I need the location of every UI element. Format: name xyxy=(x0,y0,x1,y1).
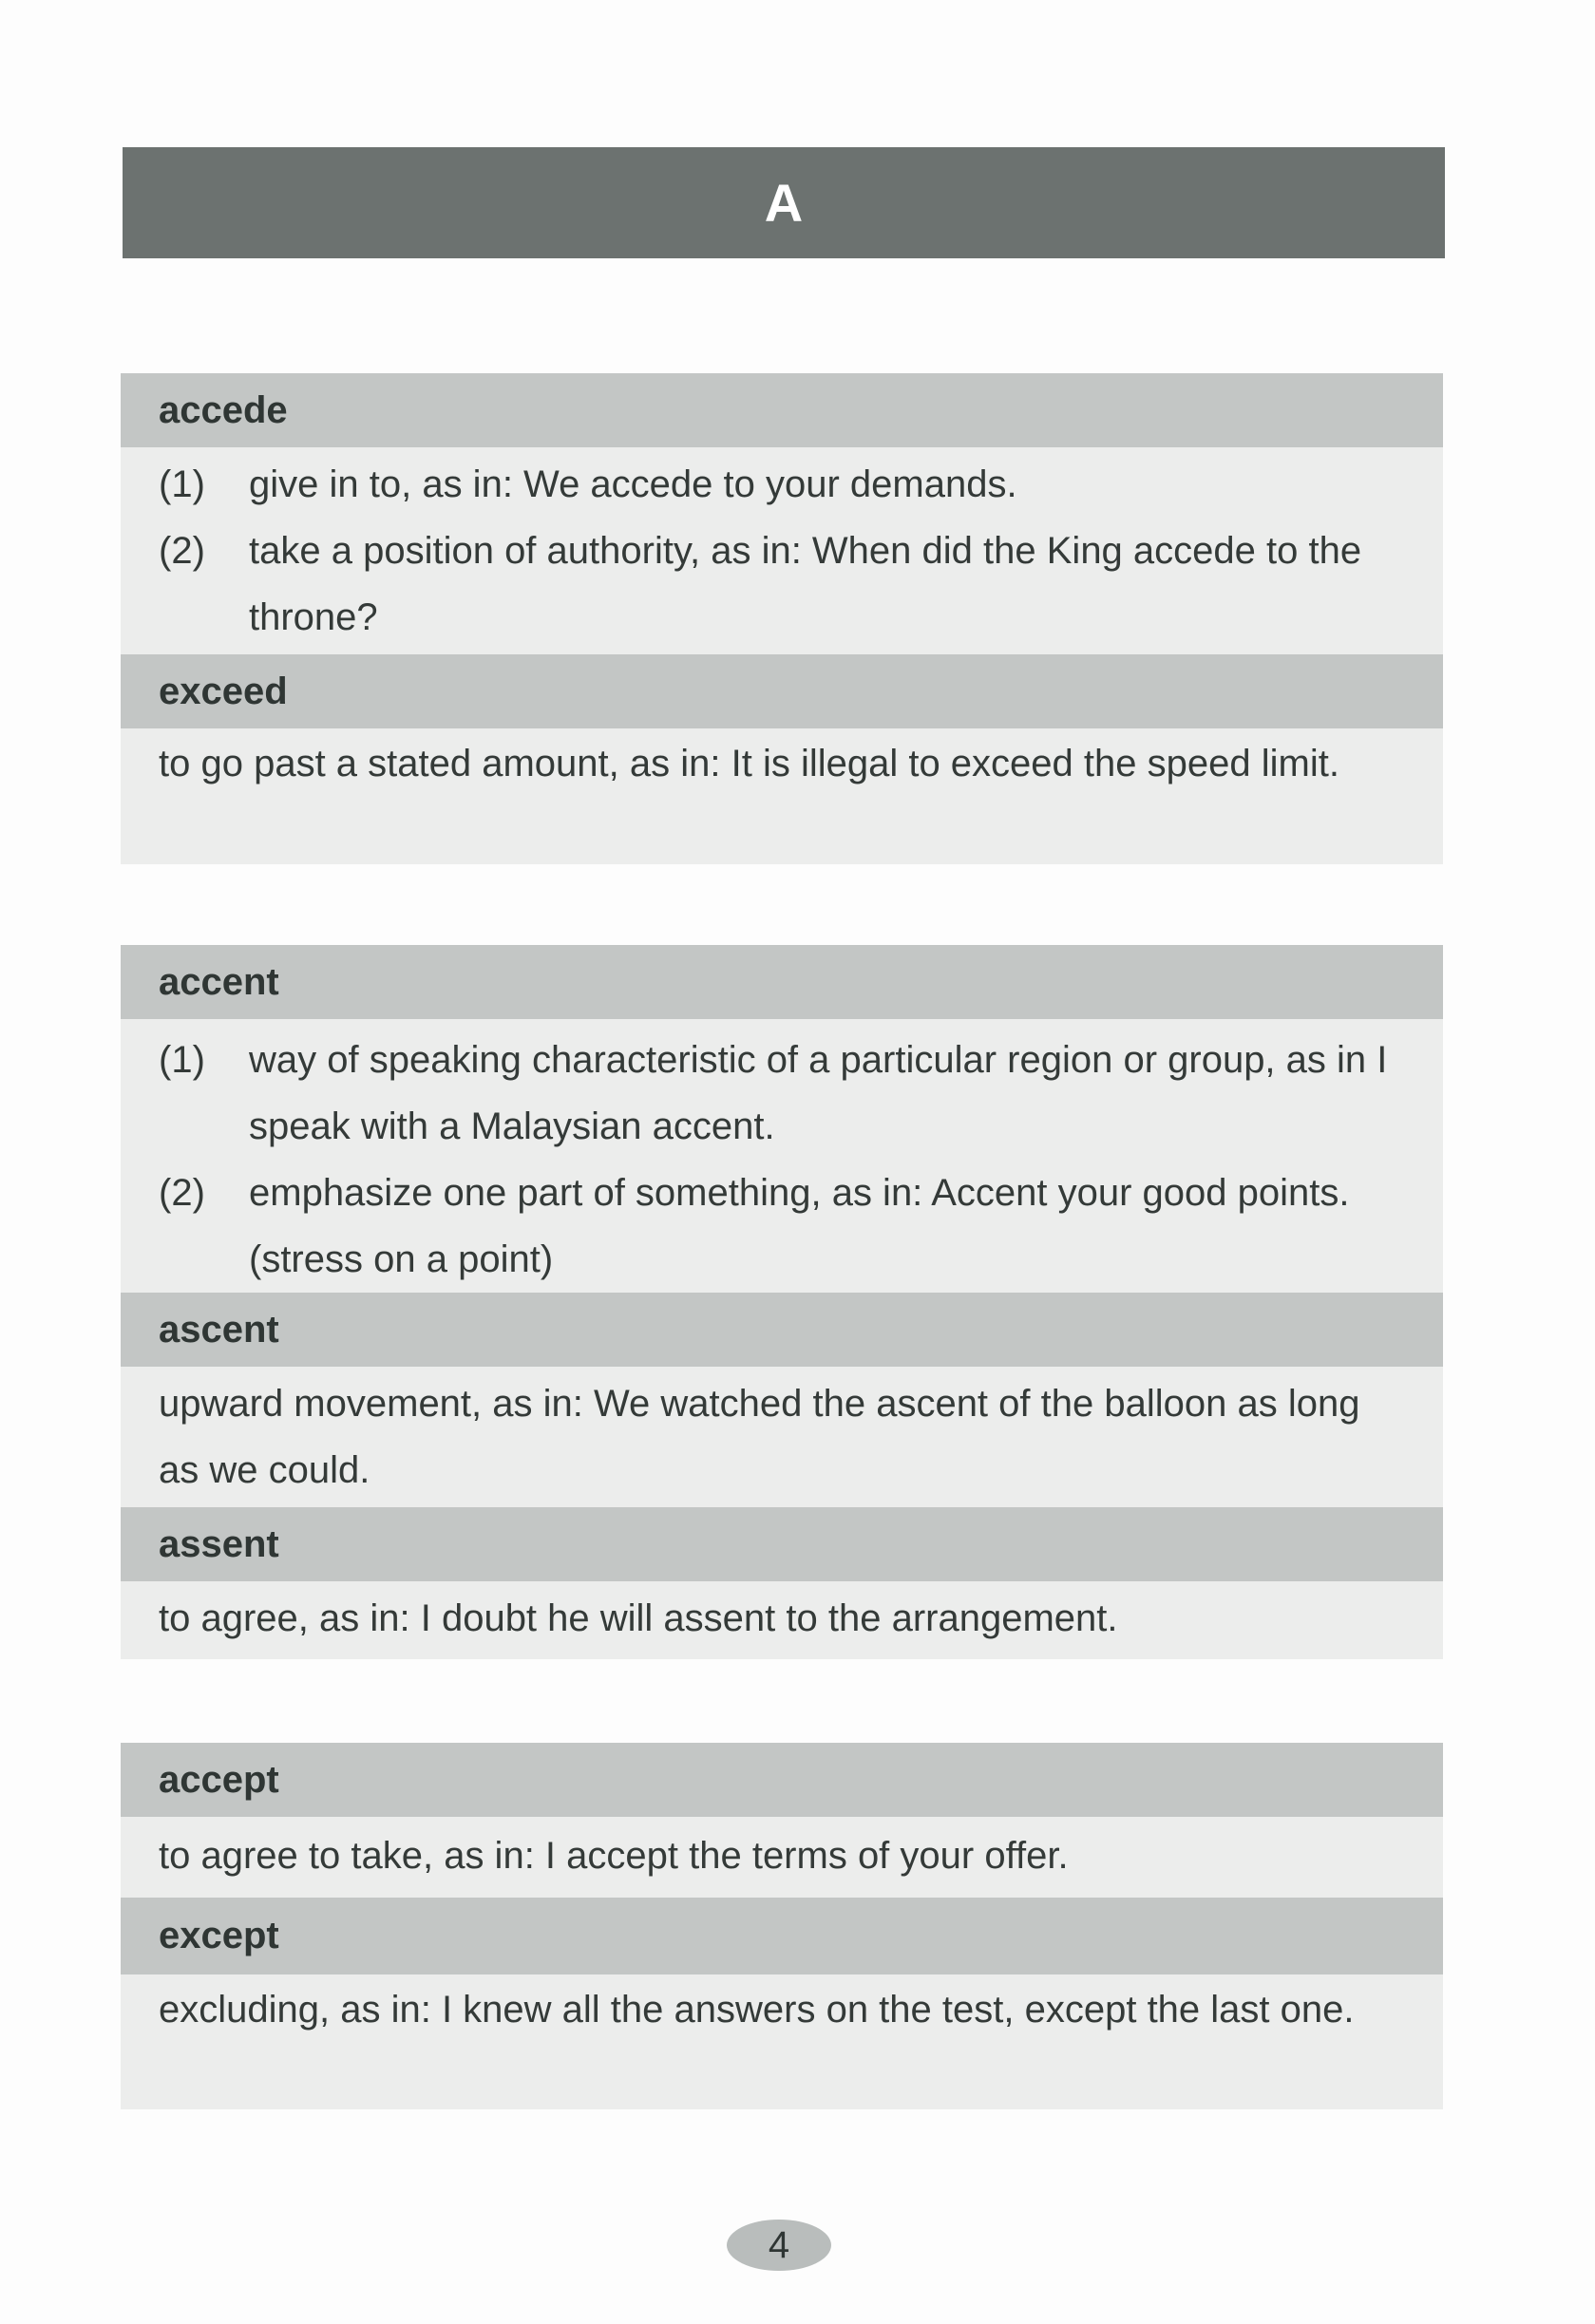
sense-number: (2) xyxy=(159,530,205,572)
sense-text: emphasize one part of something, as in: Accent your good points. (stress on a point) xyxy=(249,1172,1350,1280)
sense-number: (1) xyxy=(159,463,205,505)
sense-number: (2) xyxy=(159,1172,205,1214)
sense-text: take a position of authority, as in: When did the King accede to the throne? xyxy=(249,530,1362,638)
headword-accent: accent xyxy=(121,945,1443,1019)
headword-assent: assent xyxy=(121,1507,1443,1581)
sense xyxy=(159,1027,1405,1160)
page-number: 4 xyxy=(727,2220,831,2271)
entry-group xyxy=(121,945,1443,1659)
sense xyxy=(159,451,1405,518)
definition-exceed: to go past a stated amount, as in: It is illegal to exceed the speed limit. xyxy=(121,728,1443,864)
sense xyxy=(159,1160,1405,1293)
sense xyxy=(159,518,1405,651)
sense-text: way of speaking characteristic of a particular region or group, as in I speak with a Malaysian accent. xyxy=(249,1039,1388,1147)
headword-accede: accede xyxy=(121,373,1443,447)
headword-ascent: ascent xyxy=(121,1293,1443,1367)
definition-ascent: upward movement, as in: We watched the ascent of the balloon as long as we could. xyxy=(121,1367,1443,1507)
definition-accede xyxy=(121,447,1443,654)
definition-accent xyxy=(121,1019,1443,1293)
headword-except: except xyxy=(121,1898,1443,1974)
entry-group xyxy=(121,1743,1443,2109)
sense-text: give in to, as in: We accede to your demands. xyxy=(249,463,1017,505)
section-letter: A xyxy=(764,173,804,233)
definition-accept: to agree to take, as in: I accept the terms of your offer. xyxy=(121,1817,1443,1898)
definition-assent: to agree, as in: I doubt he will assent to the arrangement. xyxy=(121,1581,1443,1659)
headword-exceed: exceed xyxy=(121,654,1443,728)
section-letter-header xyxy=(123,147,1445,258)
sense-number: (1) xyxy=(159,1039,205,1081)
entry-group xyxy=(121,373,1443,864)
definition-except: excluding, as in: I knew all the answers on the test, except the last one. xyxy=(121,1974,1443,2109)
headword-accept: accept xyxy=(121,1743,1443,1817)
